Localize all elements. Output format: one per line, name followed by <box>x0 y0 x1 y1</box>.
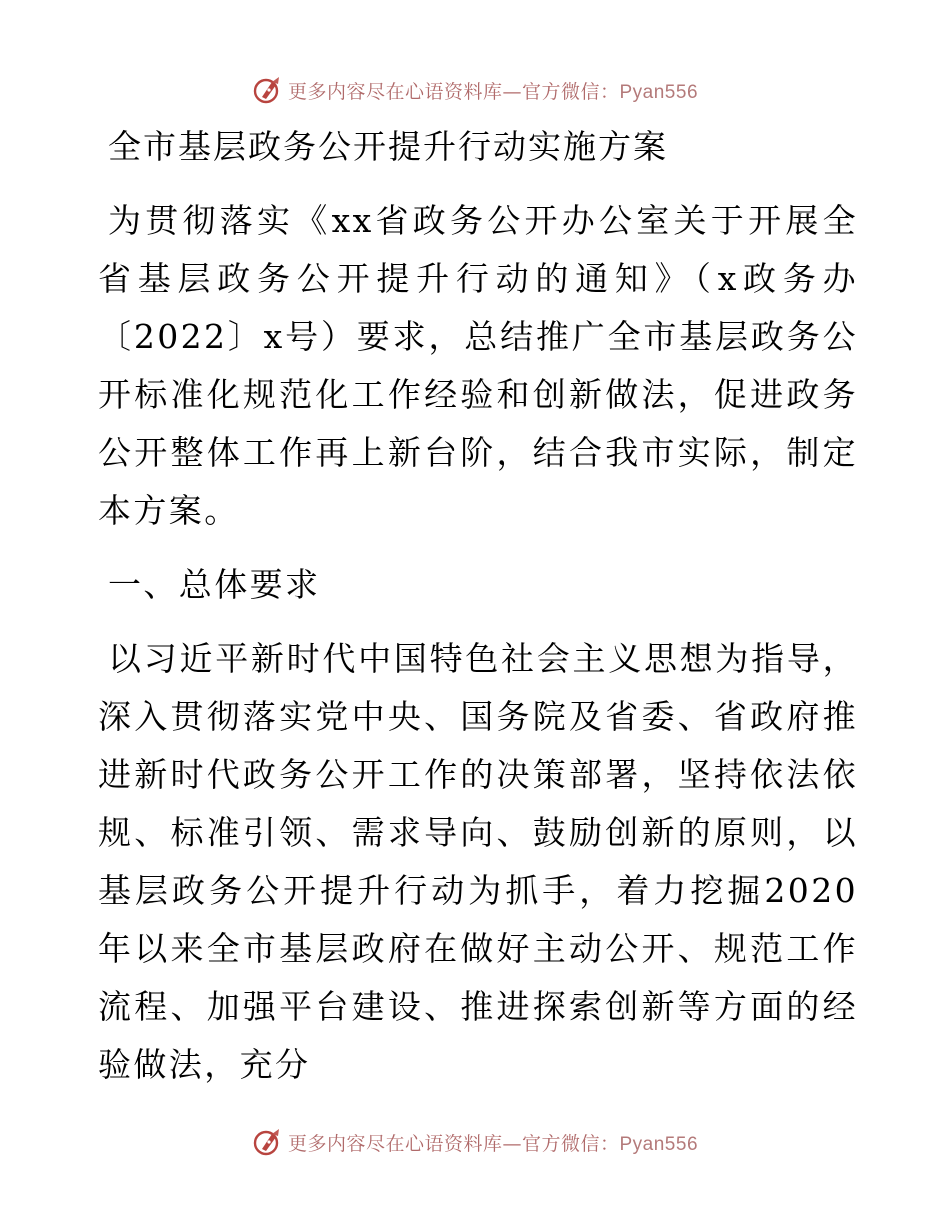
document-body <box>98 120 858 1094</box>
section-paragraph: 以习近平新时代中国特色社会主义思想为指导，深入贯彻落实党中央、国务院及省委、省政府推进新时代政务公开工作的决策部署，坚持依法依规、标准引领、需求导向、鼓励创新的原则，以基层政务公开提升行动为抓手，着力挖掘2020年以来全市基层政府在做好主动公开、规范工作流程、加强平台建设、推进探索创新等方面的经验做法，充分 <box>98 639 858 1084</box>
pen-nib-circle-icon <box>252 74 284 106</box>
watermark-header <box>0 70 950 110</box>
intro-paragraph: 为贯彻落实《xx省政务公开办公室关于开展全省基层政务公开提升行动的通知》（x政务办〔2022〕x号）要求，总结推广全市基层政务公开标准化规范化工作经验和创新做法，促进政务公开整体工作再上新台阶，结合我市实际，制定本方案。 <box>98 201 858 530</box>
wechat-id: Pyan556 <box>619 81 699 103</box>
section-heading-general-requirements: 一、总体要求 <box>108 565 321 604</box>
watermark-text: 更多内容尽在心语资料库—官方微信：Pyan556 <box>287 1132 699 1155</box>
pen-nib-circle-icon <box>252 1126 284 1158</box>
document-title: 全市基层政务公开提升行动实施方案 <box>108 127 668 166</box>
watermark-text: 更多内容尽在心语资料库—官方微信：Pyan556 <box>287 80 699 103</box>
wechat-id: Pyan556 <box>619 1133 699 1155</box>
watermark-footer <box>0 1122 950 1162</box>
